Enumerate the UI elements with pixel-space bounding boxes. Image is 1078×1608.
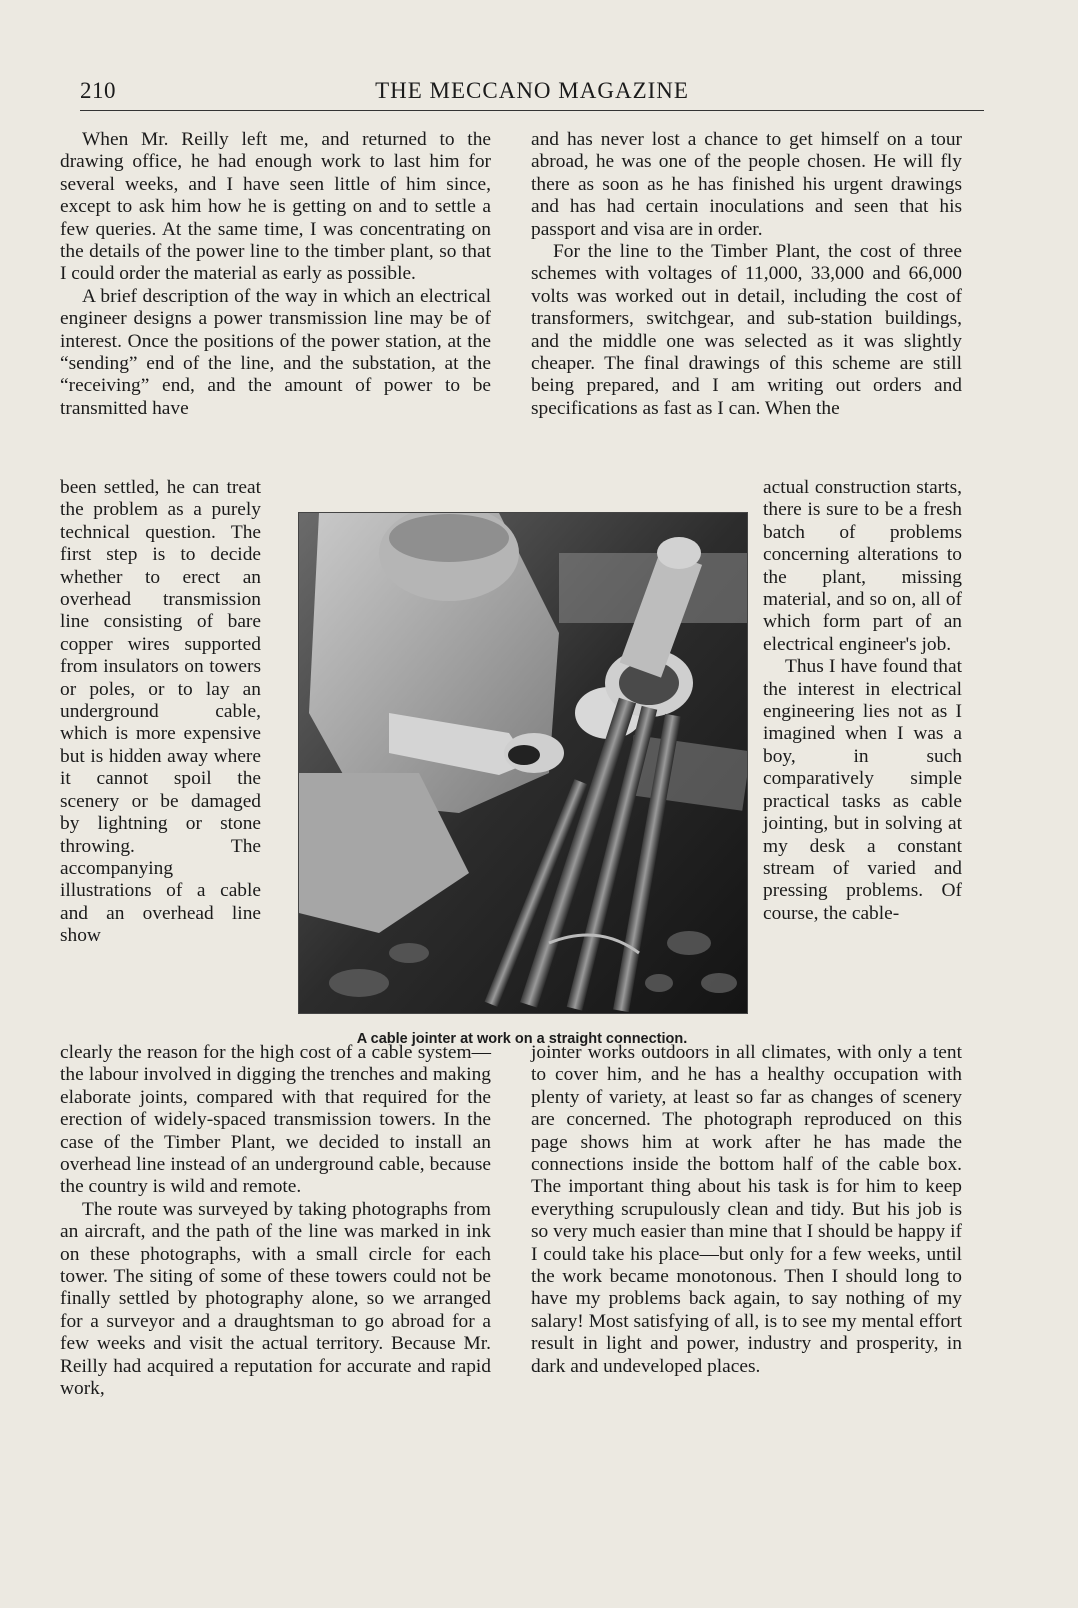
photo-illustration	[299, 513, 747, 1013]
paragraph: For the line to the Timber Plant, the cost of three schemes with voltages of 11,000, 33,000 and 66,000 volts was worked out in detail, including the cost of transformers, switchgear, and sub-station buildings, and the middle one was selected as it was slightly cheaper. The final drawings of this scheme are still being prepared, and I am writing out orders and specifications as fast as I can. When the	[531, 241, 962, 419]
photo-caption: A cable jointer at work on a straight connection.	[356, 1031, 688, 1047]
paragraph: clearly the reason for the high cost of a cable system—the labour involved in digging the trenches and making elaborate joints, compared with that required for the erection of widely-spaced transmission towers. In the case of the Timber Plant, we decided to install an overhead line instead of an underground cable, because the country is wild and remote.	[60, 1042, 491, 1198]
left-column-narrow	[60, 477, 261, 948]
page-header	[80, 76, 984, 111]
right-column-top	[531, 129, 962, 420]
page-number: 210	[80, 78, 116, 103]
right-column-narrow	[763, 477, 962, 925]
paragraph: Thus I have found that the interest in electrical engineering lies not as I imagined when I was a boy, in such comparatively simple practical tasks as cable jointing, but in solving at my desk a constant stream of varied and pressing problems. Of course, the cable-	[763, 656, 962, 924]
paragraph: and has never lost a chance to get himself on a tour abroad, he was one of the people chosen. He will fly there as soon as he has finished his urgent drawings and has had certain inoculations and seen that his passport and visa are in order.	[531, 129, 962, 240]
right-column-bottom	[531, 1042, 962, 1378]
paragraph: When Mr. Reilly left me, and returned to the drawing office, he had enough work to last him for several weeks, and I have seen little of him since, except to ask him how he is getting on and to settle a few queries. At the same time, I was concentrating on the details of the power line to the timber plant, so that I could order the material as early as possible.	[60, 129, 491, 285]
cable-jointer-photo	[298, 512, 748, 1014]
left-column-bottom	[60, 1042, 491, 1401]
paragraph: actual construction starts, there is sure to be a fresh batch of problems concerning alterations to the plant, missing material, and so on, all of which form part of an electrical engineer's job.	[763, 477, 962, 655]
paragraph: The route was surveyed by taking photographs from an aircraft, and the path of the line was marked in ink on these photographs, with a small circle for each tower. The siting of some of these towers could not be finally settled by photography alone, so we arranged for a surveyor and a draughtsman to go abroad for a few weeks and visit the actual territory. Because Mr. Reilly had acquired a reputation for accurate and rapid work,	[60, 1198, 491, 1400]
magazine-title: THE MECCANO MAGAZINE	[375, 78, 689, 103]
paragraph: jointer works outdoors in all climates, with only a tent to cover him, and he has a healthy occupation with plenty of variety, at least so far as changes of scenery are concerned. The photograph reproduced on this page shows him at work after he has made the connections inside the bottom half of the cable box. The important thing about his task is for him to keep everything scrupulously clean and tidy. But his job is so very much easier than mine that I should be happy if I could take his place—but only for a few weeks, until the work became monotonous. Then I should long to have my problems back again, to say nothing of my salary! Most satisfying of all, is to see my mental effort result in light and power, industry and prosperity, in dark and undeveloped places.	[531, 1042, 962, 1377]
paragraph: been settled, he can treat the problem as a purely technical question. The first step is to decide whether to erect an overhead transmission line consisting of bare copper wires supported from insulators on towers or poles, or to lay an underground cable, which is more expensive but is hidden away where it cannot spoil the scenery or be damaged by lightning or stone throwing. The accompanying illustrations of a cable and an overhead line show	[60, 477, 261, 947]
paragraph: A brief description of the way in which an electrical engineer designs a power transmission line may be of interest. Once the positions of the power station, at the “sending” end of the line, and the substation, at the “receiving” end, and the amount of power to be transmitted have	[60, 285, 491, 419]
left-column-top	[60, 129, 491, 420]
